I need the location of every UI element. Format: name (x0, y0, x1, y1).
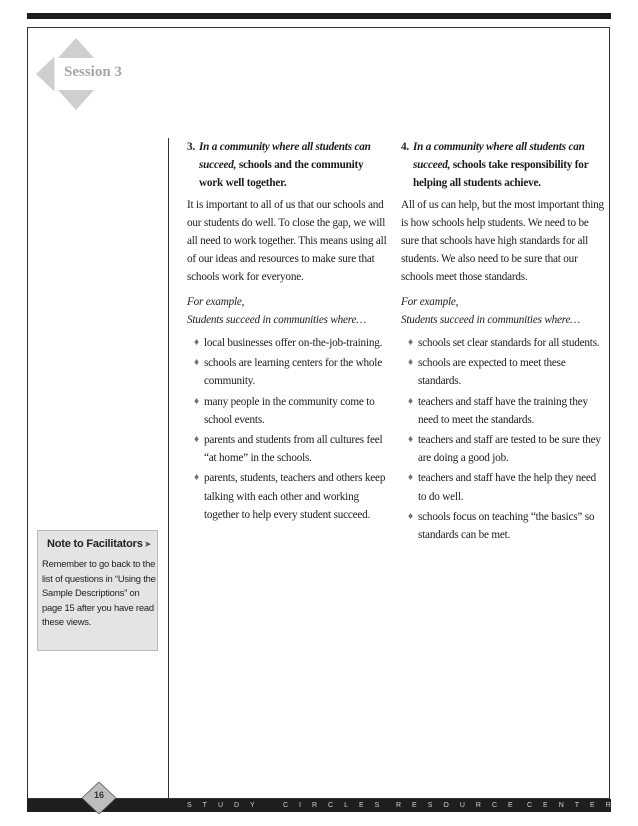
diamond-bullet-icon: ♦ (194, 357, 199, 369)
list-item (401, 334, 606, 352)
list-item (401, 393, 606, 429)
diamond-bullet-icon: ♦ (408, 357, 413, 369)
viewpoint-3-column (187, 138, 387, 526)
list-item-text: many people in the community come to school events. (204, 395, 375, 426)
list-item-text: schools are expected to meet these standards. (418, 357, 566, 388)
example-line-1: For example, (187, 295, 245, 308)
diamond-bullet-icon: ♦ (194, 472, 199, 484)
emblem-bottom-triangle (58, 90, 94, 110)
diamond-bullet-icon: ♦ (408, 337, 413, 349)
arrow-right-icon: ➤ (144, 539, 152, 549)
viewpoint-4-heading (401, 138, 606, 193)
list-item (187, 431, 387, 467)
list-item (187, 469, 387, 524)
list-item-text: local businesses offer on-the-job-training. (204, 337, 383, 350)
list-item-text: teachers and staff are tested to be sure they are doing a good job. (418, 434, 601, 465)
viewpoint-4-number: 4. (401, 141, 409, 153)
viewpoint-3-number: 3. (187, 141, 195, 153)
viewpoint-4-column (401, 138, 606, 546)
footer-word-resource: RESOURCE (396, 802, 524, 809)
top-rule (27, 13, 611, 19)
viewpoint-4-bullets (401, 334, 606, 544)
viewpoint-3-heading-bold: schools and the community work well together. (199, 159, 364, 190)
viewpoint-4-heading-bold: schools take responsibility for helping all students achieve. (413, 159, 589, 190)
list-item (187, 354, 387, 390)
diamond-bullet-icon: ♦ (194, 337, 199, 349)
list-item (187, 334, 387, 352)
diamond-bullet-icon: ♦ (408, 434, 413, 446)
diamond-bullet-icon: ♦ (194, 434, 199, 446)
example-line-2: Students succeed in communities where… (401, 313, 581, 326)
session-label: Session 3 (64, 64, 122, 80)
list-item-text: schools focus on teaching “the basics” so standards can be met. (418, 510, 595, 542)
list-item-text: teachers and staff have the help they need to do well. (418, 472, 597, 503)
list-item (401, 354, 606, 390)
diamond-bullet-icon: ♦ (408, 395, 413, 407)
footer-word-center: CENTER (527, 802, 622, 809)
viewpoint-3-example-intro (187, 293, 387, 329)
list-item-text: parents and students from all cultures feel “at home” in the schools. (204, 434, 383, 465)
note-title: Note to Facilitators (47, 538, 143, 550)
viewpoint-3-heading-italic: In a community where all students can succeed, (199, 141, 371, 172)
viewpoint-3-body: It is important to all of us that our schools and our students do well. To close the gap, we will all need to work together. This means using all of our ideas and resources to make sure that schools work for everyone. (187, 198, 387, 284)
list-item-text: schools set clear standards for all students. (418, 337, 600, 350)
diamond-bullet-icon: ♦ (194, 395, 199, 407)
viewpoint-4-heading-italic: In a community where all students can succeed, (413, 141, 585, 172)
viewpoint-4-example-intro (401, 293, 606, 329)
list-item (401, 508, 606, 544)
list-item (187, 393, 387, 429)
list-item (401, 469, 606, 505)
list-item-text: teachers and staff have the training they need to meet the standards. (418, 395, 588, 426)
diamond-bullet-icon: ♦ (408, 472, 413, 484)
footer-word-study: STUDY (187, 802, 266, 809)
list-item-text: parents, students, teachers and others keep talking with each other and working together to help every student succeed. (204, 472, 386, 521)
example-line-2: Students succeed in communities where… (187, 313, 367, 326)
viewpoint-3-heading (187, 138, 387, 193)
note-to-facilitators-box (37, 530, 158, 651)
emblem-left-triangle (36, 57, 54, 91)
emblem-top-triangle (58, 38, 94, 58)
viewpoint-3-bullets (187, 334, 387, 524)
list-item (401, 431, 606, 467)
page-number: 16 (93, 790, 104, 800)
footer-word-circles: CIRCLES (283, 802, 391, 809)
viewpoint-4-body: All of us can help, but the most important thing is how schools help students. We need to be sure that schools have high standards for all students. We also need to be sure that our schools meet those standards. (401, 198, 604, 284)
column-divider (168, 138, 169, 799)
example-line-1: For example, (401, 295, 459, 308)
list-item-text: schools are learning centers for the whole community. (204, 357, 382, 388)
diamond-bullet-icon: ♦ (408, 510, 413, 522)
note-text: Remember to go back to the list of questions in “Using the Sample Descriptions” on page 15 after you have read these views. (42, 558, 156, 628)
